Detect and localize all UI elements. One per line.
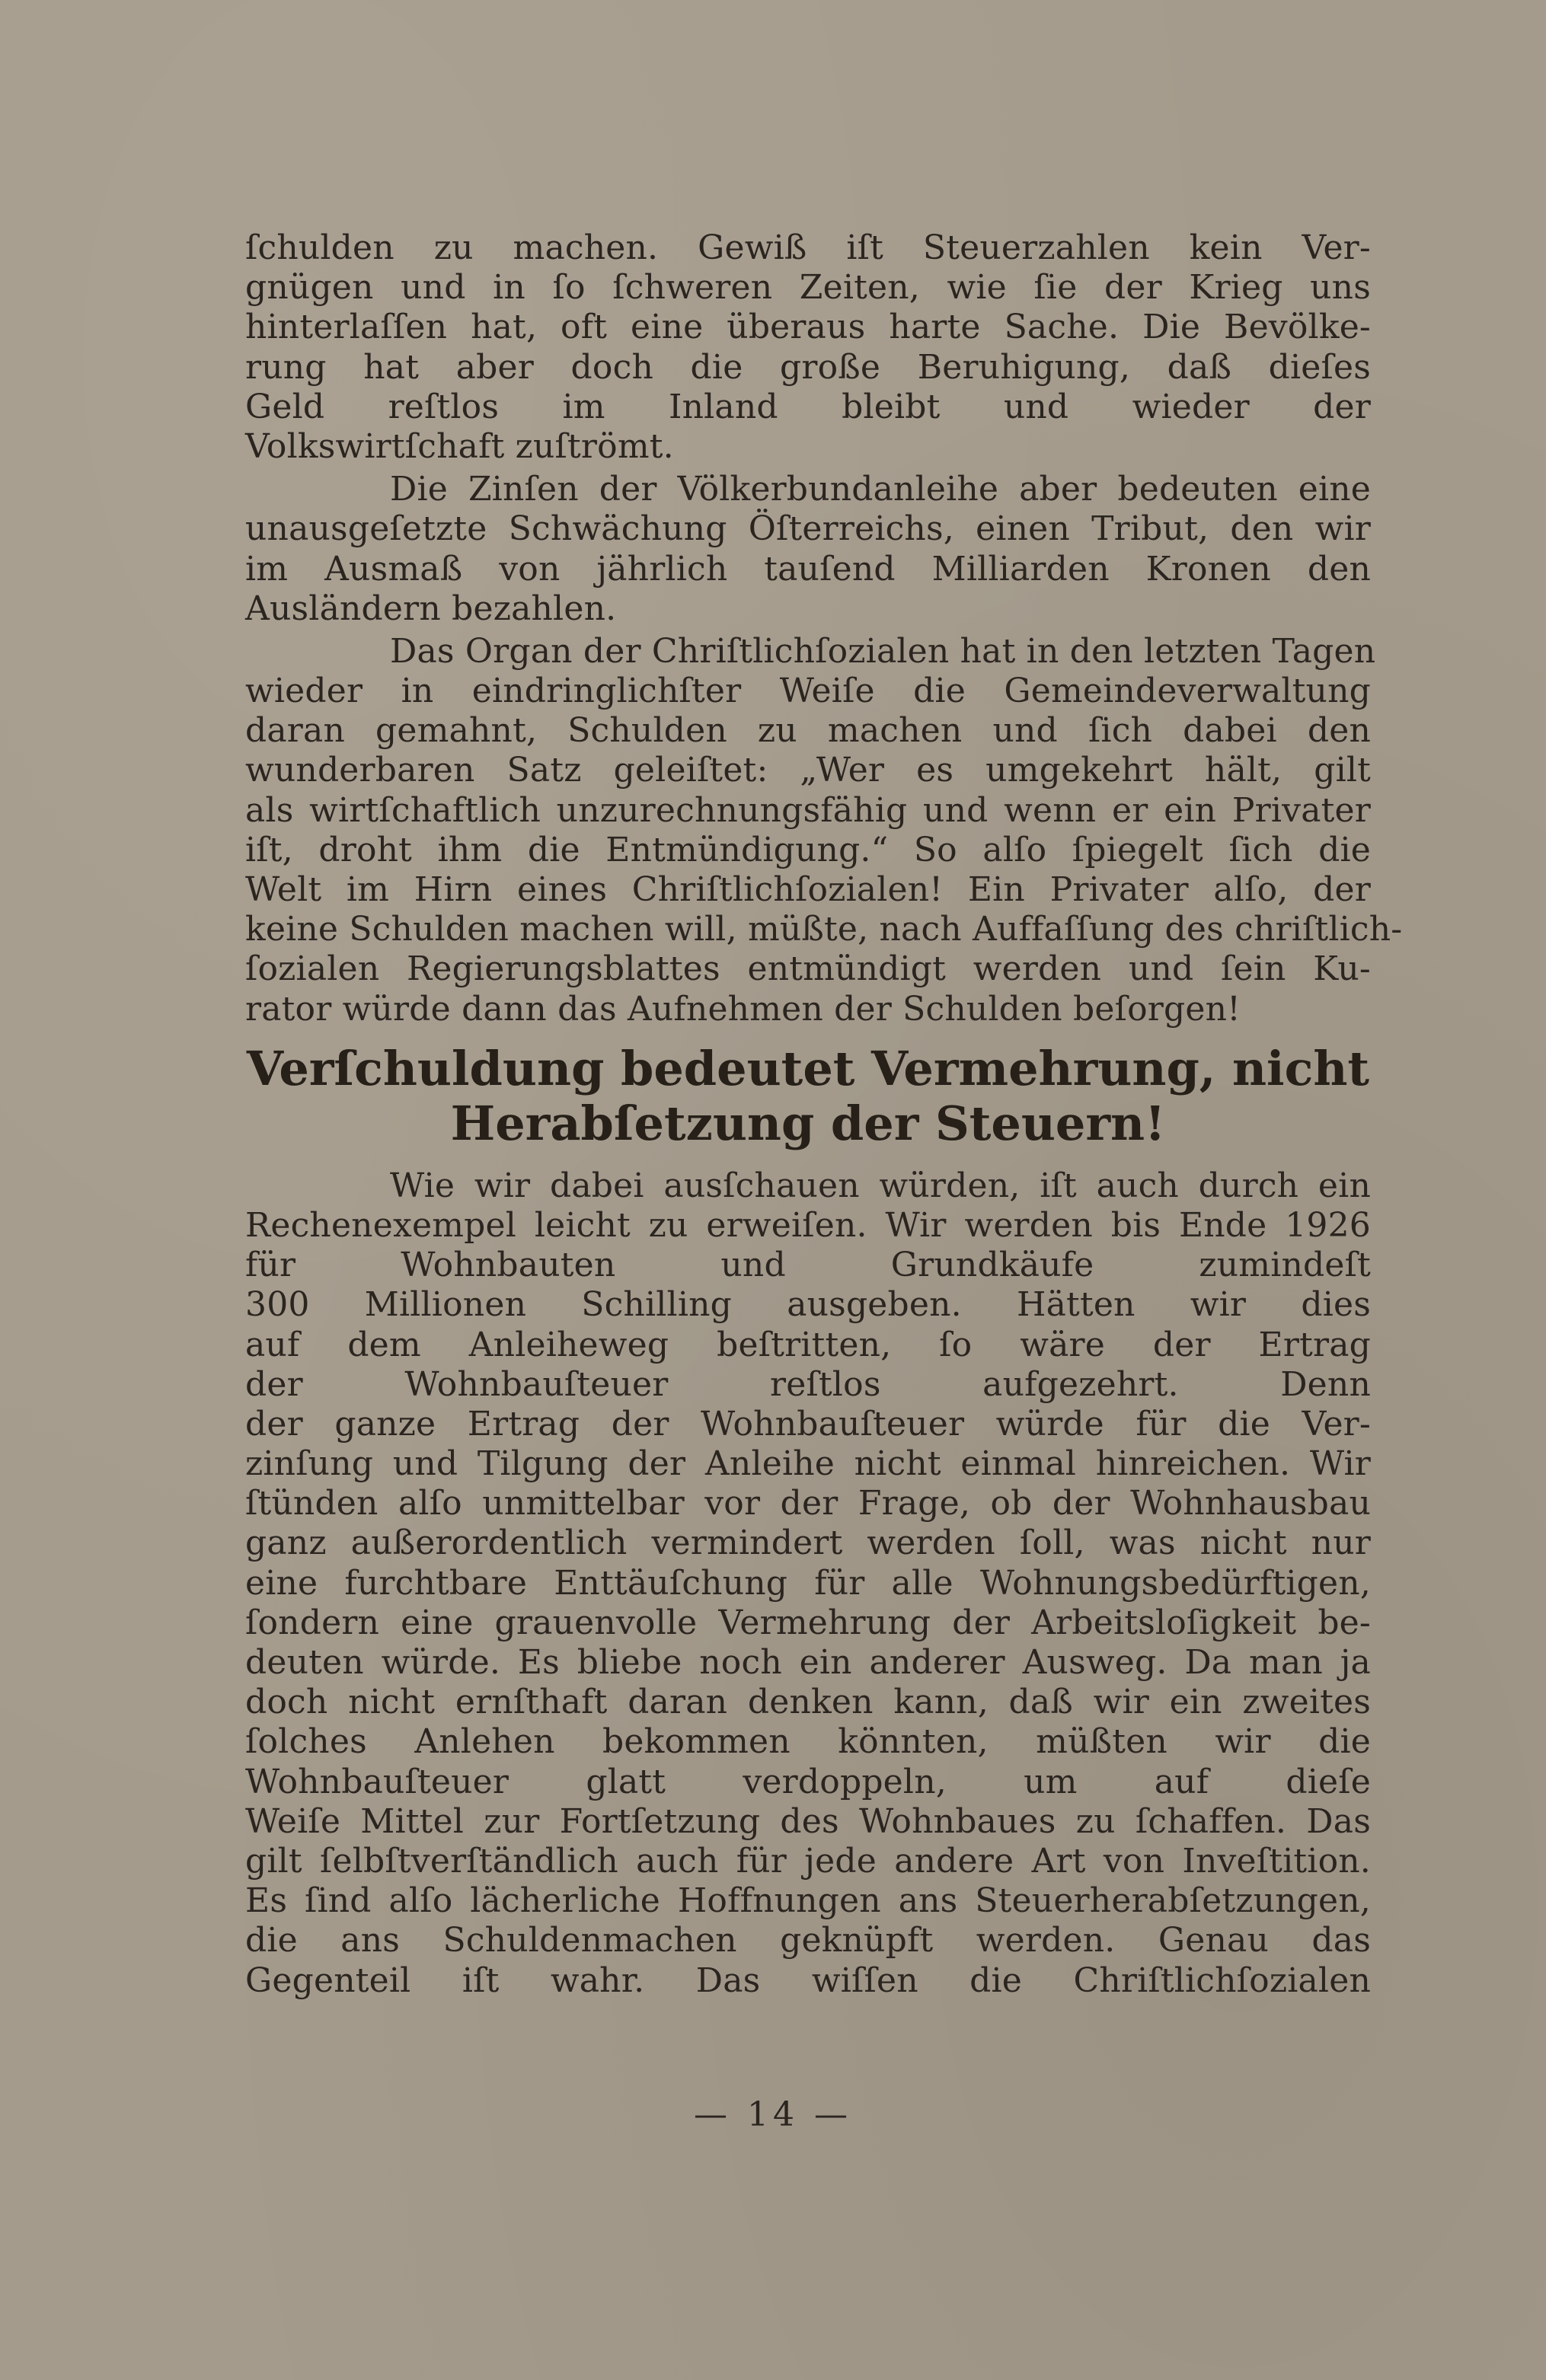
text-line: als wirtſchaftlich unzurechnungsfähig und wenn er ein Privater — [245, 790, 1371, 830]
paragraph — [245, 470, 1371, 629]
text-line: Ausländern bezahlen. — [245, 589, 617, 628]
text-line: deuten würde. Es bliebe noch ein anderer Ausweg. Da man ja — [245, 1643, 1371, 1682]
text-line: keine Schulden machen will, müßte, nach Auffaſſung des chriſtlich- — [245, 910, 1403, 949]
text-line: ſtünden alſo unmittelbar vor der Frage, ob der Wohnhausbau — [245, 1484, 1371, 1523]
paragraph — [245, 631, 1403, 1029]
text-line: Rechenexempel leicht zu erweiſen. Wir werden bis Ende 1926 — [245, 1205, 1371, 1245]
text-line: der ganze Ertrag der Wohnbauſteuer würde für die Ver- — [245, 1404, 1371, 1444]
text-line: der Wohnbauſteuer reſtlos aufgezehrt. Denn — [245, 1364, 1371, 1404]
text-line: rator würde dann das Aufnehmen der Schulden beſorgen! — [245, 989, 1241, 1029]
text-line: iſt, droht ihm die Entmündigung.“ So alſo ſpiegelt ſich die — [245, 830, 1371, 869]
page-number: — 14 — — [694, 2095, 852, 2134]
text-line: wieder in eindringlichſter Weiſe die Gemeindeverwaltung — [245, 672, 1371, 711]
heading-line: Herabſetzung der Steuern! — [450, 1095, 1166, 1151]
text-line: ſozialen Regierungsblattes entmündigt werden und ſein Ku- — [245, 949, 1371, 989]
text-line: Geld reſtlos im Inland bleibt und wieder der — [245, 387, 1371, 426]
text-line: 300 Millionen Schilling ausgeben. Hätten wir dies — [245, 1285, 1371, 1325]
text-line: Es ſind alſo lächerliche Hoffnungen ans Steuerherabſetzungen, — [245, 1881, 1371, 1921]
heading-line: Verſchuldung bedeutet Vermehrung, nicht — [246, 1040, 1370, 1096]
paragraph — [245, 1166, 1371, 2001]
text-line: hinterlaſſen hat, oft eine überaus harte Sache. Die Bevölke- — [245, 308, 1371, 347]
text-line: wunderbaren Satz geleiſtet: „Wer es umgekehrt hält, gilt — [245, 751, 1371, 790]
paragraph — [245, 228, 1371, 467]
text-line: Weiſe Mittel zur Fortſetzung des Wohnbaues zu ſchaffen. Das — [245, 1801, 1371, 1841]
text-line: unausgeſetzte Schwächung Öſterreichs, einen Tribut, den wir — [245, 509, 1371, 549]
text-line: Wohnbauſteuer glatt verdoppeln, um auf dieſe — [245, 1762, 1371, 1801]
text-line: ſondern eine grauenvolle Vermehrung der Arbeitsloſigkeit be- — [245, 1603, 1371, 1642]
text-line: Gegenteil iſt wahr. Das wiſſen die Chriſtlichſozialen — [245, 1960, 1371, 2000]
text-line: gnügen und in ſo ſchweren Zeiten, wie ſie der Krieg uns — [245, 268, 1371, 308]
text-line: auf dem Anleiheweg beſtritten, ſo wäre der Ertrag — [245, 1325, 1371, 1364]
text-line: daran gemahnt, Schulden zu machen und ſich dabei den — [245, 711, 1371, 751]
body-text — [245, 228, 1403, 2001]
text-line: doch nicht ernſthaft daran denken kann, daß wir ein zweites — [245, 1683, 1371, 1722]
text-line: gilt ſelbſtverſtändlich auch für jede andere Art von Inveſtition. — [245, 1841, 1371, 1881]
text-line: rung hat aber doch die große Beruhigung, daß dieſes — [245, 347, 1371, 387]
text-line: Volkswirtſchaft zuſtrömt. — [245, 426, 674, 466]
text-line: für Wohnbauten und Grundkäufe zumindeſt — [245, 1246, 1371, 1285]
text-line: Welt im Hirn eines Chriſtlichſozialen! Ein Privater alſo, der — [245, 870, 1371, 909]
text-line: ganz außerordentlich vermindert werden ſoll, was nicht nur — [245, 1523, 1371, 1563]
text-line: eine furchtbare Enttäuſchung für alle Wohnungsbedürftigen, — [245, 1563, 1371, 1603]
text-line: im Ausmaß von jährlich tauſend Milliarden Kronen den — [245, 549, 1371, 589]
section-heading — [245, 1042, 1371, 1151]
text-line: zinſung und Tilgung der Anleihe nicht einmal hinreichen. Wir — [245, 1444, 1371, 1484]
text-line: ſchulden zu machen. Gewiß iſt Steuerzahlen kein Ver- — [245, 228, 1371, 267]
text-line: ſolches Anlehen bekommen könnten, müßten wir die — [245, 1722, 1371, 1762]
text-line: Die Zinſen der Völkerbundanleihe aber bedeuten eine — [390, 470, 1371, 509]
text-line: Das Organ der Chriſtlichſozialen hat in den letzten Tagen — [390, 631, 1376, 671]
text-line: Wie wir dabei ausſchauen würden, iſt auch durch ein — [390, 1166, 1371, 1205]
text-line: die ans Schuldenmachen geknüpft werden. Genau das — [245, 1921, 1371, 1960]
